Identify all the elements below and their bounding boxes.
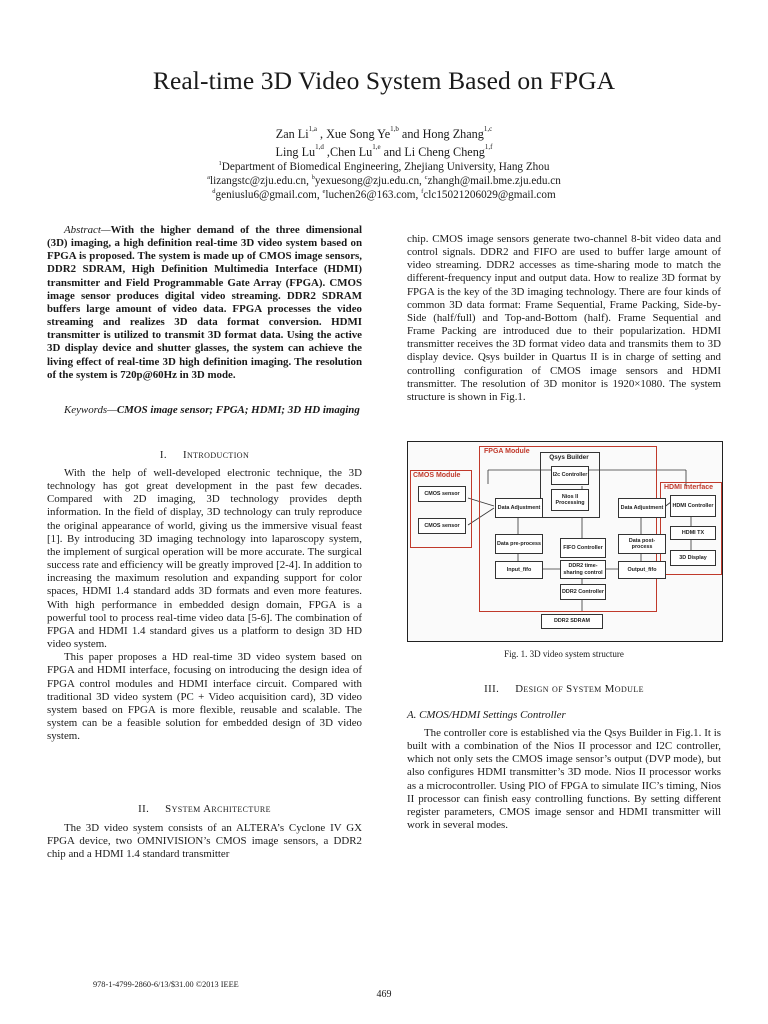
- author: , Xue Song Ye$^{1,b}$: [316, 125, 399, 141]
- author: Zan Li$^{1,a}$: [275, 125, 317, 141]
- data-postprocess-block: Data post-process: [618, 534, 666, 554]
- section-heading-design: III. Design of System Module: [484, 683, 644, 695]
- subsection-heading-cmos-hdmi: A. CMOS/HDMI Settings Controller: [407, 709, 566, 721]
- paragraph: This paper proposes a HD real-time 3D video system based on FPGA and HDMI interface, focusing on introducing the design idea of FPGA control modules and HDMI interface circuit. Compared with traditional 3D video system (PC + Video acquisition card), 3D video system based on FPGA is more flexible, reusable and scalable. The system can be a feasible solution for embedded design of 3D video system.: [47, 651, 362, 743]
- right-column-text: [407, 233, 721, 404]
- hdmi-tx-block: HDMI TX: [670, 526, 716, 540]
- nios-processing-block: Nios II Processing: [551, 489, 589, 511]
- i2c-controller-block: I2c Controller: [551, 466, 589, 485]
- introduction-text: [47, 467, 362, 743]
- affiliation: $^1$Department of Biomedical Engineering, Zhejiang University, Hang Zhou: [218, 160, 550, 173]
- keywords: Keywords—CMOS image sensor; FPGA; HDMI; 3D HD imaging: [64, 404, 360, 416]
- section-heading-architecture: II. System Architecture: [138, 803, 271, 815]
- data-preprocess-block: Data pre-process: [495, 534, 543, 554]
- author: Ling Lu$^{1,d}$: [275, 143, 324, 159]
- paragraph: The 3D video system consists of an ALTERA’s Cyclone IV GX FPGA device, two OMNIVISION’s CMOS image sensors, a DDR2 chip and a HDMI 1.4 standard transmitter: [47, 822, 362, 861]
- ddr2-timesharing-block: DDR2 time-sharing control: [560, 560, 606, 579]
- cmos-sensor-block-1: CMOS sensor: [418, 486, 466, 502]
- hdmi-controller-block: HDMI Controller: [670, 495, 716, 517]
- section-heading-introduction: I. Introduction: [159, 449, 250, 461]
- cmos-hdmi-text: [407, 727, 721, 832]
- email-line-2: $^d$geniuslu6@gmail.com, $^e$luchen26@163.com, $^f$clc15021206029@gmail.com: [212, 188, 556, 201]
- hdmi-interface-label: HDMI Interface: [664, 484, 714, 491]
- author-line-1: [0, 127, 768, 142]
- email-line-1: $^a$lizangstc@zju.edu.cn, $^b$yexuesong@zju.edu.cn, $^c$zhangh@mail.bme.zju.edu.cn: [207, 174, 561, 187]
- author: and Li Cheng Cheng$^{1,f}$: [380, 143, 493, 159]
- data-adjustment-left-block: Data Adjustment: [495, 498, 543, 518]
- qsys-builder-label: Qsys Builder: [549, 454, 589, 462]
- paragraph: chip. CMOS image sensors generate two-channel 8-bit video data and control signals. DDR2 and FIFO are used to buffer large amount of video streaming. DDR2 accesses as time-sharing mode to match the different-frequency input and output data. How to realize 3D format by FPGA is the key of the 3D imaging technology. There are four kinds of common 3D data format: Frame Sequential, Frame Packing, Side-by-Side (half/full) and Top-and-Bottom (half). Frame Sequential and Frame Packing are introduced due to their popularization. HDMI transmitter receives the 3D format video data and transmits them to 3D display device. Qsys builder in Quartus II is in charge of setting and controlling configuration of CMOS image sensors and HDMI transmitter. The resolution of 3D monitor is 1920×1080. The system structure is shown in Fig.1.: [407, 233, 721, 403]
- fpga-module-label: FPGA Module: [484, 448, 530, 455]
- author-line-2: [0, 145, 768, 160]
- page-number: 469: [376, 989, 392, 1000]
- fifo-controller-block: FIFO Controller: [560, 538, 606, 558]
- cmos-sensor-block-2: CMOS sensor: [418, 518, 466, 534]
- 3d-display-block: 3D Display: [670, 550, 716, 566]
- paragraph: The controller core is established via the Qsys Builder in Fig.1. It is built with a combination of the Nios II processor and I2C controller, which not only sets the CMOS image sensor’s output (DVP mode), but also configures HDMI transmitter’s 3D mode. Nios II processor works as a microcontroller. Using PIO of FPGA to simulate IIC’s timing, Nios II processor can finish easy controlling functions. By setting different register parameters, CMOS image sensor and HDMI transmitter will work in several modes.: [407, 727, 721, 832]
- ddr2-controller-block: DDR2 Controller: [560, 584, 606, 600]
- author: and Hong Zhang$^{1,c}$: [398, 125, 493, 141]
- copyright-footer: 978-1-4799-2860-6/13/$31.00 ©2013 IEEE: [93, 980, 239, 989]
- data-adjustment-right-block: Data Adjustment: [618, 498, 666, 518]
- figure-system-structure: [407, 441, 723, 642]
- cmos-module-group: [410, 470, 472, 548]
- architecture-text: [47, 822, 362, 861]
- author: ,Chen Lu$^{1,e}$: [323, 143, 381, 159]
- ddr2-sdram-block: DDR2 SDRAM: [541, 614, 603, 629]
- abstract: Abstract—With the higher demand of the three dimensional (3D) imaging, a high definition real-time 3D video system based on FPGA is proposed. The system is made up of CMOS image sensors, DDR2 SDRAM, High Definition Multimedia Interface (HDMI) transmitter and Field Programmable Gate Array (FPGA). CMOS image sensor produces digital video streaming. DDR2 SDRAM buffers large amount of video data. FPGA processes the video streaming and realizes 3D data format conversion. HDMI transmitter is utilized to transmit 3D format data. Using the active 3D display device and shutter glasses, the system can achieve the living effect of real-time 3D high definition imaging. The resolution of the system is 720p@60Hz in 3D mode.: [47, 224, 362, 381]
- paragraph: With the help of well-developed electronic technique, the 3D technology has got great development in the past few decades. Compared with 2D imaging, 3D technology provides depth information. In the field of display, 3D technology can truly reproduce the original appearance of world, giving us the immersive visual feast [1]. By introducing 3D imaging technology into laparoscopy system, the implement of surgical operation will be more accurate. The surgical success rate and efficiency will be greatly improved [2-4]. In addition to increasing the maximum resolution and expanding support for color spaces, HDMI 1.4 standard adds 3D formats and even more features. With high performance in embedded design domain, FPGA is a powerful tool to process real-time video data [5-6]. The combination of FPGA and HDMI 1.4 standard gives us a platform to design 3D HD video system.: [47, 467, 362, 651]
- cmos-module-label: CMOS Module: [413, 472, 461, 479]
- figure-caption: Fig. 1. 3D video system structure: [504, 649, 624, 659]
- paper-title: Real-time 3D Video System Based on FPGA: [152, 66, 616, 95]
- input-fifo-block: Input_fifo: [495, 561, 543, 579]
- output-fifo-block: Output_fifo: [618, 561, 666, 579]
